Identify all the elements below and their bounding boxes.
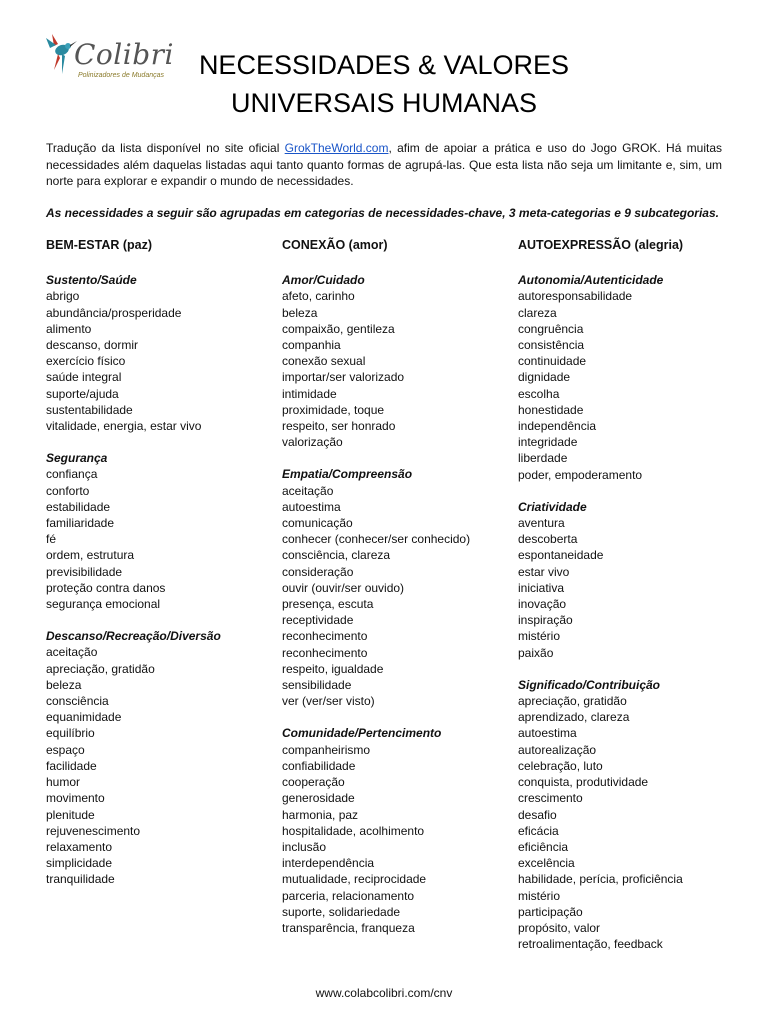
need-item: proximidade, toque: [282, 402, 385, 417]
need-item: mutualidade, reciprocidade: [282, 872, 427, 887]
needs-group: [282, 466, 512, 709]
need-item: poder, empoderamento: [518, 467, 643, 482]
need-item: liberdade: [518, 451, 568, 466]
need-item: dignidade: [518, 370, 571, 385]
title-line-2: UNIVERSAIS HUMANAS: [230, 88, 538, 118]
need-item: inspiração: [518, 613, 573, 628]
need-item: saúde integral: [46, 370, 122, 385]
need-item: exercício físico: [46, 354, 126, 369]
need-item: sustentabilidade: [46, 402, 133, 417]
need-item: paixão: [518, 645, 554, 660]
need-item: inclusão: [282, 839, 327, 854]
need-item: participação: [518, 904, 583, 919]
need-item: importar/ser valorizado: [282, 370, 405, 385]
needs-column: [46, 237, 276, 904]
need-item: consideração: [282, 564, 354, 579]
need-item: conforto: [46, 483, 90, 498]
need-item: cooperação: [282, 775, 345, 790]
need-item: descanso, dormir: [46, 338, 139, 353]
need-item: fé: [46, 532, 57, 547]
need-item: proteção contra danos: [46, 580, 166, 595]
logo-wordmark: Colibri: [74, 38, 174, 71]
need-item: ver (ver/ser visto): [282, 694, 375, 709]
need-item: parceria, relacionamento: [282, 888, 415, 903]
need-item: humor: [46, 775, 81, 790]
needs-group: [282, 725, 512, 936]
need-item: transparência, franqueza: [282, 920, 415, 935]
need-item: autoestima: [518, 726, 577, 741]
needs-group: [46, 272, 276, 434]
logo-tagline: Polinizadores de Mudanças: [78, 72, 164, 79]
need-item: autorealização: [518, 742, 597, 757]
need-item: apreciação, gratidão: [518, 694, 627, 709]
intro-paragraph: [46, 140, 722, 190]
need-item: simplicidade: [46, 856, 113, 871]
need-item: escolha: [518, 386, 560, 401]
need-item: respeito, igualdade: [282, 661, 384, 676]
need-item: aceitação: [46, 645, 98, 660]
need-item: afeto, carinho: [282, 289, 355, 304]
needs-group: [518, 499, 748, 661]
need-item: ordem, estrutura: [46, 548, 135, 563]
grok-link[interactable]: GrokTheWorld.com: [284, 141, 389, 155]
need-item: congruência: [518, 321, 584, 336]
group-title: Sustento/Saúde: [46, 273, 137, 288]
need-item: companheirismo: [282, 742, 371, 757]
needs-group: [518, 677, 748, 952]
need-item: crescimento: [518, 791, 583, 806]
needs-group: [46, 450, 276, 612]
intro-text-before: Tradução da lista disponível no site oficial: [46, 141, 285, 155]
need-item: eficácia: [518, 823, 559, 838]
need-item: consistência: [518, 338, 585, 353]
need-item: inovação: [518, 597, 567, 612]
need-item: interdependência: [282, 856, 375, 871]
need-item: confiabilidade: [282, 758, 356, 773]
group-title: Criatividade: [518, 499, 587, 514]
need-item: honestidade: [518, 402, 584, 417]
need-item: aceitação: [282, 483, 334, 498]
group-title: Autonomia/Autenticidade: [518, 273, 664, 288]
need-item: equilíbrio: [46, 726, 95, 741]
need-item: abrigo: [46, 289, 80, 304]
need-item: facilidade: [46, 758, 97, 773]
need-item: suporte/ajuda: [46, 386, 119, 401]
group-title: Amor/Cuidado: [282, 273, 365, 288]
need-item: estar vivo: [518, 564, 570, 579]
intro-text-after: , afim de apoiar a prática e uso do Jogo GROK. Há muitas necessidades além daquelas listadas aqui tanto quanto formas de agrupá-las. Que esta lista não seja um limitante e, sim, um norte para explorar e expandir o mundo de necessidades.: [46, 141, 723, 188]
need-item: mistério: [518, 888, 561, 903]
need-item: respeito, ser honrado: [282, 419, 396, 434]
need-item: abundância/prosperidade: [46, 305, 182, 320]
needs-group: [518, 272, 748, 483]
need-item: generosidade: [282, 791, 355, 806]
column-heading: CONEXÃO (amor): [282, 238, 388, 252]
need-item: familiaridade: [46, 516, 115, 531]
need-item: hospitalidade, acolhimento: [282, 823, 425, 838]
need-item: segurança emocional: [46, 597, 161, 612]
need-item: comunicação: [282, 516, 353, 531]
needs-group: [282, 272, 512, 450]
need-item: mistério: [518, 629, 561, 644]
need-item: vitalidade, energia, estar vivo: [46, 419, 202, 434]
need-item: reconhecimento: [282, 645, 368, 660]
group-title: Segurança: [46, 451, 108, 466]
need-item: harmonia, paz: [282, 807, 359, 822]
need-item: beleza: [46, 677, 82, 692]
needs-column: [282, 237, 512, 952]
need-item: presença, escuta: [282, 597, 374, 612]
need-item: aprendizado, clareza: [518, 710, 630, 725]
need-item: consciência, clareza: [282, 548, 391, 563]
need-item: suporte, solidariedade: [282, 904, 401, 919]
need-item: espaço: [46, 742, 85, 757]
need-item: beleza: [282, 305, 318, 320]
footer-url[interactable]: www.colabcolibri.com/cnv: [315, 986, 453, 1000]
need-item: desafio: [518, 807, 557, 822]
need-item: conhecer (conhecer/ser conhecido): [282, 532, 471, 547]
need-item: celebração, luto: [518, 758, 603, 773]
categories-note: As necessidades a seguir são agrupadas em categorias de necessidades-chave, 3 meta-categorias e 9 subcategorias.: [46, 206, 719, 220]
need-item: ouvir (ouvir/ser ouvido): [282, 580, 405, 595]
column-heading: BEM-ESTAR (paz): [46, 238, 153, 252]
need-item: previsibilidade: [46, 564, 123, 579]
title-line-1: NECESSIDADES & VALORES: [198, 50, 570, 80]
need-item: apreciação, gratidão: [46, 661, 155, 676]
group-title: Empatia/Compreensão: [282, 467, 413, 482]
need-item: companhia: [282, 338, 341, 353]
need-item: alimento: [46, 321, 92, 336]
need-item: conexão sexual: [282, 354, 366, 369]
need-item: relaxamento: [46, 839, 113, 854]
need-item: autoresponsabilidade: [518, 289, 633, 304]
need-item: eficiência: [518, 839, 569, 854]
need-item: plenitude: [46, 807, 95, 822]
need-item: excelência: [518, 856, 575, 871]
need-item: intimidade: [282, 386, 337, 401]
need-item: consciência: [46, 694, 109, 709]
group-title: Descanso/Recreação/Diversão: [46, 629, 221, 644]
need-item: iniciativa: [518, 580, 565, 595]
need-item: propósito, valor: [518, 920, 601, 935]
needs-column: [518, 237, 748, 968]
page-title: [0, 46, 768, 122]
needs-group: [46, 628, 276, 887]
need-item: sensibilidade: [282, 678, 352, 693]
need-item: movimento: [46, 791, 105, 806]
need-item: continuidade: [518, 354, 587, 369]
need-item: conquista, produtividade: [518, 775, 649, 790]
need-item: clareza: [518, 305, 557, 320]
need-item: habilidade, perícia, proficiência: [518, 872, 683, 887]
need-item: compaixão, gentileza: [282, 321, 395, 336]
need-item: integridade: [518, 435, 578, 450]
need-item: equanimidade: [46, 710, 122, 725]
need-item: espontaneidade: [518, 548, 604, 563]
need-item: confiança: [46, 467, 98, 482]
group-title: Significado/Contribuição: [518, 677, 661, 692]
need-item: aventura: [518, 516, 565, 531]
group-title: Comunidade/Pertencimento: [282, 726, 442, 741]
column-heading: AUTOEXPRESSÃO (alegria): [518, 238, 684, 252]
need-item: autoestima: [282, 499, 341, 514]
need-item: receptividade: [282, 613, 354, 628]
need-item: reconhecimento: [282, 629, 368, 644]
need-item: valorização: [282, 435, 343, 450]
need-item: rejuvenescimento: [46, 823, 141, 838]
need-item: estabilidade: [46, 499, 111, 514]
need-item: independência: [518, 419, 597, 434]
need-item: retroalimentação, feedback: [518, 937, 663, 952]
need-item: descoberta: [518, 532, 578, 547]
need-item: tranquilidade: [46, 872, 115, 887]
